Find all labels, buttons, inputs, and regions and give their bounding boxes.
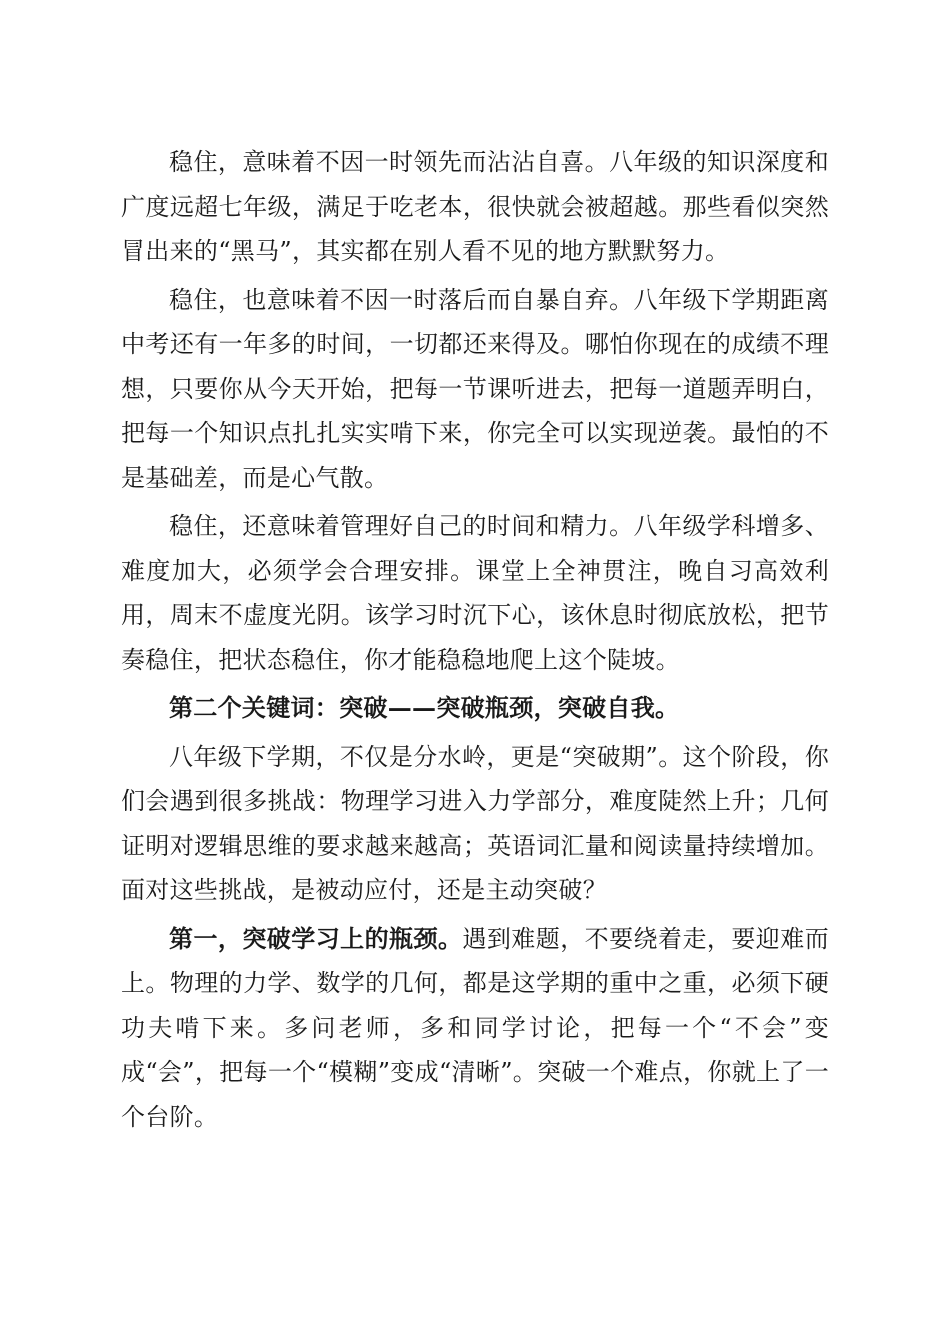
paragraph-3: 稳住，还意味着管理好自己的时间和精力。八年级学科增多、难度加大，必须学会合理安排。课堂上全神贯注，晚自习高效利用，周末不虚度光阴。该学习时沉下心，该休息时彻底放松，把节奏稳住，把状态稳住，你才能稳稳地爬上这个陡坡。 bbox=[121, 512, 829, 674]
document-page bbox=[121, 140, 829, 1143]
section-heading-2: 第二个关键词：突破——突破瓶颈，突破自我。 bbox=[169, 693, 680, 722]
paragraph-2: 稳住，也意味着不因一时落后而自暴自弃。八年级下学期距离中考还有一年多的时间，一切都还来得及。哪怕你现在的成绩不理想，只要你从今天开始，把每一节课听进去，把每一道题弄明白，把每一个知识点扎扎实实啃下来，你完全可以实现逆袭。最怕的不是基础差，而是心气散。 bbox=[121, 285, 829, 492]
paragraph-6-lead: 第一，突破学习上的瓶颈。 bbox=[169, 923, 463, 953]
paragraph-6 bbox=[121, 917, 829, 1140]
paragraph-5: 八年级下学期，不仅是分水岭，更是“突破期”。这个阶段，你们会遇到很多挑战：物理学习进入力学部分，难度陡然上升；几何证明对逻辑思维的要求越来越高；英语词汇量和阅读量持续增加。面对这些挑战，是被动应付，还是主动突破？ bbox=[121, 742, 829, 904]
paragraph-1: 稳住，意味着不因一时领先而沾沾自喜。八年级的知识深度和广度远超七年级，满足于吃老本，很快就会被超越。那些看似突然冒出来的“黑马”，其实都在别人看不见的地方默默努力。 bbox=[121, 148, 829, 265]
paragraph-6-body: 遇到难题，不要绕着走，要迎难而上。物理的力学、数学的几何，都是这学期的重中之重，必须下硬功夫啃下来。多问老师，多和同学讨论，把每一个“不会”变成“会”，把每一个“模糊”变成“清晰”。突破一个难点，你就上了一个台阶。 bbox=[121, 924, 829, 1131]
